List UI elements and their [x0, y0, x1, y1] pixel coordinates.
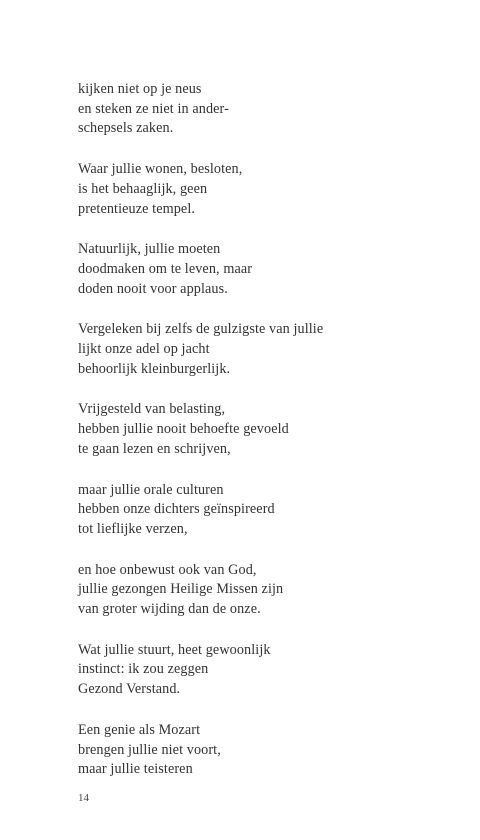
stanza-3 — [78, 240, 468, 299]
poem-line: Vergeleken bij zelfs de gulzigste van jullie — [78, 321, 324, 338]
stanza-9 — [78, 721, 468, 780]
poem-line: Gezond Verstand. — [78, 681, 181, 698]
page-number: 14 — [78, 792, 89, 804]
poem-line: jullie gezongen Heilige Missen zijn — [78, 581, 284, 598]
poem-line: maar jullie teisteren — [78, 761, 193, 778]
poem-line: van groter wijding dan de onze. — [78, 601, 261, 618]
poem-line: en steken ze niet in ander- — [78, 100, 229, 117]
poem-line: doden nooit voor applaus. — [78, 280, 228, 297]
stanza-7 — [78, 561, 468, 620]
poem-line: schepsels zaken. — [78, 120, 174, 137]
poem-line: hebben onze dichters geïnspireerd — [78, 501, 275, 518]
stanza-4 — [78, 320, 468, 379]
poem-line: Wat jullie stuurt, heet gewoonlijk — [78, 641, 271, 658]
poem-line: tot lieflijke verzen, — [78, 520, 188, 537]
poem-line: maar jullie orale culturen — [78, 481, 224, 498]
poem-line: lijkt onze adel op jacht — [78, 341, 210, 358]
poem-line: Vrijgesteld van belasting, — [78, 401, 226, 418]
poem-line: en hoe onbewust ook van God, — [78, 561, 257, 578]
poem-line: brengen jullie niet voort, — [78, 741, 221, 758]
poem-line: instinct: ik zou zeggen — [78, 661, 209, 678]
poem-line: Natuurlijk, jullie moeten — [78, 241, 221, 258]
stanza-5 — [78, 400, 468, 459]
stanza-8 — [78, 641, 468, 700]
poem-line: behoorlijk kleinburgerlijk. — [78, 360, 231, 377]
poem-line: kijken niet op je neus — [78, 81, 202, 97]
stanza-1 — [78, 80, 468, 139]
poem-line: hebben jullie nooit behoefte gevoeld — [78, 421, 289, 438]
poem-line: is het behaaglijk, geen — [78, 180, 208, 197]
stanza-6 — [78, 481, 468, 540]
stanza-2 — [78, 160, 468, 219]
poem-line: te gaan lezen en schrijven, — [78, 440, 231, 457]
poem-line: doodmaken om te leven, maar — [78, 260, 253, 277]
poem-body — [78, 80, 468, 801]
poem-line: pretentieuze tempel. — [78, 200, 196, 217]
poem-line: Een genie als Mozart — [78, 721, 201, 738]
poem-line: Waar jullie wonen, besloten, — [78, 161, 243, 178]
